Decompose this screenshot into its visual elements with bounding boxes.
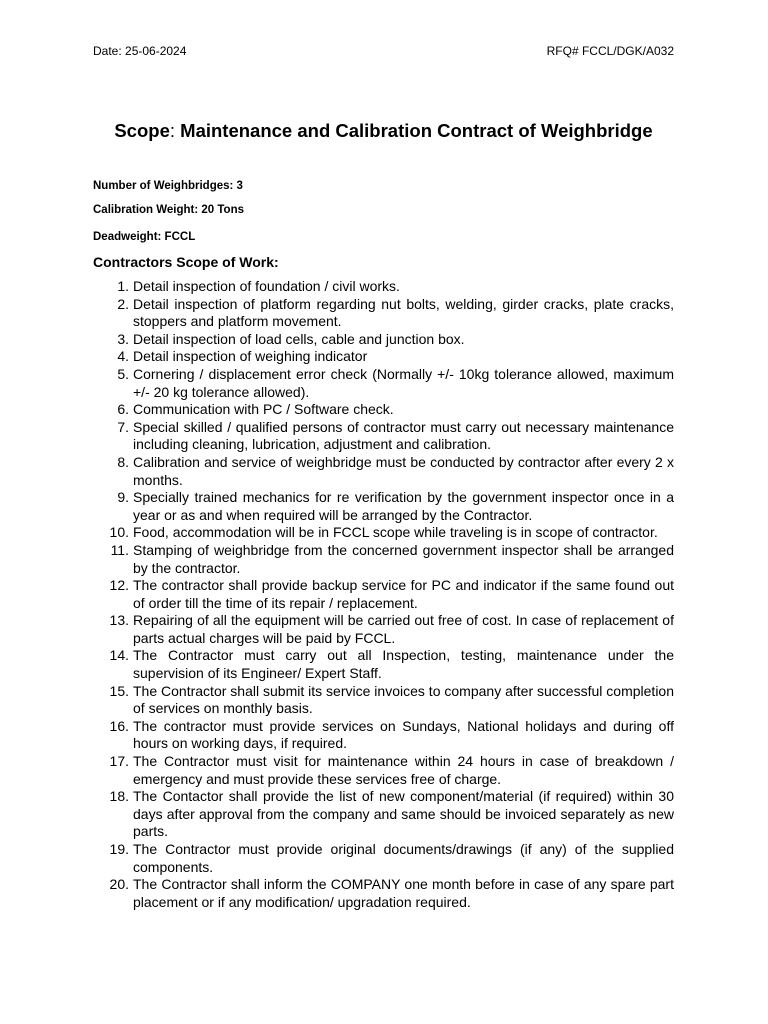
title-scope-word: Scope xyxy=(114,120,170,141)
scope-item xyxy=(93,331,674,349)
deadweight: Deadweight: FCCL xyxy=(93,231,196,243)
scope-item-number: 9. xyxy=(117,489,129,506)
scope-item-text: The Contractor must provide original documents/drawings (if any) of the supplied components. xyxy=(133,841,674,875)
scope-item xyxy=(93,401,674,419)
scope-item xyxy=(93,542,674,577)
scope-item-number: 17. xyxy=(109,753,129,770)
scope-of-work-list xyxy=(93,278,674,911)
scope-item-text: Stamping of weighbridge from the concerned government inspector shall be arranged by the contractor. xyxy=(133,541,674,576)
scope-item-text: The Contractor shall submit its service invoices to company after successful completion of services on monthly basis. xyxy=(133,682,674,717)
scope-item xyxy=(93,348,674,366)
rfq-number: RFQ# FCCL/DGK/A032 xyxy=(546,44,674,58)
scope-item-number: 11. xyxy=(110,541,129,558)
scope-item-number: 4. xyxy=(117,348,129,365)
scope-item xyxy=(93,753,674,788)
scope-item-number: 10. xyxy=(109,524,129,541)
document-title xyxy=(93,119,674,143)
scope-item-number: 3. xyxy=(117,330,129,347)
scope-item-text: Detail inspection of load cells, cable and junction box. xyxy=(133,330,465,347)
scope-item xyxy=(93,419,674,454)
scope-item-text: The Contractor must visit for maintenance within 24 hours in case of breakdown / emergency and must provide these services free of charge. xyxy=(133,753,674,787)
scope-item-text: Food, accommodation will be in FCCL scope while traveling is in scope of contractor. xyxy=(133,524,658,541)
scope-item xyxy=(93,683,674,718)
scope-item-number: 16. xyxy=(109,717,129,734)
scope-item-text: Detail inspection of platform regarding nut bolts, welding, girder cracks, plate cracks, stoppers and platform movement. xyxy=(133,295,674,330)
scope-item-text: Detail inspection of weighing indicator xyxy=(133,348,368,365)
scope-item xyxy=(93,524,674,542)
scope-item-text: Detail inspection of foundation / civil works. xyxy=(133,278,400,294)
scope-item-text: The contractor shall provide backup service for PC and indicator if the same found out of order till the time of its repair / replacement. xyxy=(133,577,674,611)
scope-item xyxy=(93,647,674,682)
scope-item xyxy=(93,876,674,911)
document-date: Date: 25-06-2024 xyxy=(93,44,187,58)
scope-item-text: The Contactor shall provide the list of new component/material (if required) within 30 days after approval from the company and same should be invoiced separately as new parts. xyxy=(133,788,674,840)
scope-item-number: 6. xyxy=(117,401,129,418)
scope-item-number: 19. xyxy=(109,841,129,857)
title-rest: Maintenance and Calibration Contract of Weighbridge xyxy=(175,120,653,141)
scope-item-text: The Contractor must carry out all Inspection, testing, maintenance under the supervision of its Engineer/ Expert Staff. xyxy=(133,647,674,682)
scope-item-number: 1. xyxy=(117,278,129,294)
scope-item-text: Cornering / displacement error check (Normally +/- 10kg tolerance allowed, maximum +/- 20 kg tolerance allowed). xyxy=(133,365,674,400)
scope-item xyxy=(93,718,674,753)
scope-item-text: The Contractor shall inform the COMPANY one month before in case of any spare part placement or if any modification/ upgradation required. xyxy=(133,876,674,910)
scope-item-number: 8. xyxy=(117,453,129,470)
scope-item xyxy=(93,612,674,647)
scope-item xyxy=(93,366,674,401)
scope-item xyxy=(93,296,674,331)
scope-item xyxy=(93,278,674,296)
scope-of-work-heading: Contractors Scope of Work: xyxy=(93,254,279,270)
scope-item-number: 14. xyxy=(109,647,129,664)
scope-item-number: 7. xyxy=(117,418,129,435)
scope-item-text: The contractor must provide services on Sundays, National holidays and during off hours on working days, if required. xyxy=(133,717,674,752)
scope-item-number: 12. xyxy=(109,577,129,594)
scope-item-number: 18. xyxy=(109,788,129,805)
title-colon: : xyxy=(169,120,176,141)
scope-item xyxy=(93,454,674,489)
weighbridge-count: Number of Weighbridges: 3 xyxy=(93,180,243,192)
scope-item-text: Specially trained mechanics for re verification by the government inspector once in a year or as and when required will be arranged by the Contractor. xyxy=(133,489,674,523)
scope-item-number: 20. xyxy=(109,876,129,893)
scope-item-text: Special skilled / qualified persons of contractor must carry out necessary maintenance including cleaning, lubrication, adjustment and calibration. xyxy=(133,418,674,453)
scope-item xyxy=(93,788,674,841)
scope-item xyxy=(93,577,674,612)
scope-item-number: 13. xyxy=(109,612,129,629)
scope-item xyxy=(93,489,674,524)
calibration-weight: Calibration Weight: 20 Tons xyxy=(93,204,244,216)
scope-item-text: Calibration and service of weighbridge must be conducted by contractor after every 2 x months. xyxy=(133,453,674,488)
scope-item-text: Communication with PC / Software check. xyxy=(133,401,394,418)
scope-item-text: Repairing of all the equipment will be carried out free of cost. In case of replacement of parts actual charges will be paid by FCCL. xyxy=(133,612,674,646)
scope-item xyxy=(93,841,674,876)
scope-item-number: 5. xyxy=(117,365,129,382)
scope-item-number: 2. xyxy=(117,295,129,312)
scope-item-number: 15. xyxy=(109,682,129,699)
